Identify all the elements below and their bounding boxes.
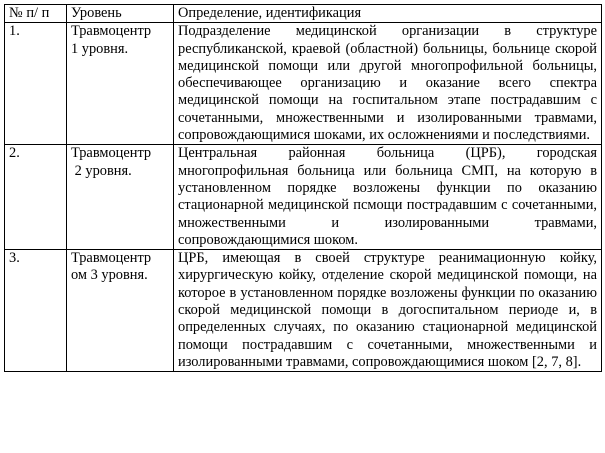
row-level-line1: Травмоцентр (71, 145, 152, 162)
row-level-line2: 1 уровня. (71, 40, 129, 57)
row-level-line2: 2 уровня. (71, 162, 132, 179)
table-row (5, 145, 602, 250)
row-number: 2. (5, 145, 67, 250)
row-level (67, 145, 174, 250)
row-level (67, 250, 174, 372)
table-row (5, 250, 602, 372)
row-definition: ЦРБ, имеющая в своей структуре реанимационную койку, хирургическую койку, отделение скорой медицинской помощи, на которое в установленном порядке возложены функции по оказанию скорой медицинской помощи в догоспитальном периоде и, в определенных случаях, по оказанию стационарной медицинской помощи пострадавшим с сочетанными, множественными и изолированными травмами, сопровождающимися шоком [2, 7, 8]. (174, 250, 602, 372)
header-number: № п/ п (5, 5, 67, 23)
row-level-line1: Травмоцентр (71, 23, 152, 40)
table-header-row (5, 5, 602, 23)
row-definition: Подразделение медицинской организации в структуре республиканской, краевой (областной) больницы, больнице скорой медицинской помощи или другой многопрофильной больницы, обеспечивающее организацию и оказание всего спектра медицинской помощи на госпитальном этапе пострадавшим с сочетанными, множественными и изолированными травмами, сопровождающимися шоками, их осложнениями и последствиями. (174, 23, 602, 145)
table-row (5, 23, 602, 145)
header-definition: Определение, идентификация (174, 5, 602, 23)
row-level (67, 23, 174, 145)
row-number: 3. (5, 250, 67, 372)
trauma-center-levels-table (4, 4, 602, 372)
header-level: Уровень (67, 5, 174, 23)
row-level-line2: ом 3 уровня. (71, 267, 148, 284)
row-level-line1: Травмоцентр (71, 250, 152, 267)
row-definition: Центральная районная больница (ЦРБ), городская многопрофильная больница или больница СМП, на которую в установленном порядке возложены функции по оказанию стационарной медицинской псмощи пострадавшим с сочетанными, множественными и изолированными травмами, сопровождающимися шоком. (174, 145, 602, 250)
row-number: 1. (5, 23, 67, 145)
